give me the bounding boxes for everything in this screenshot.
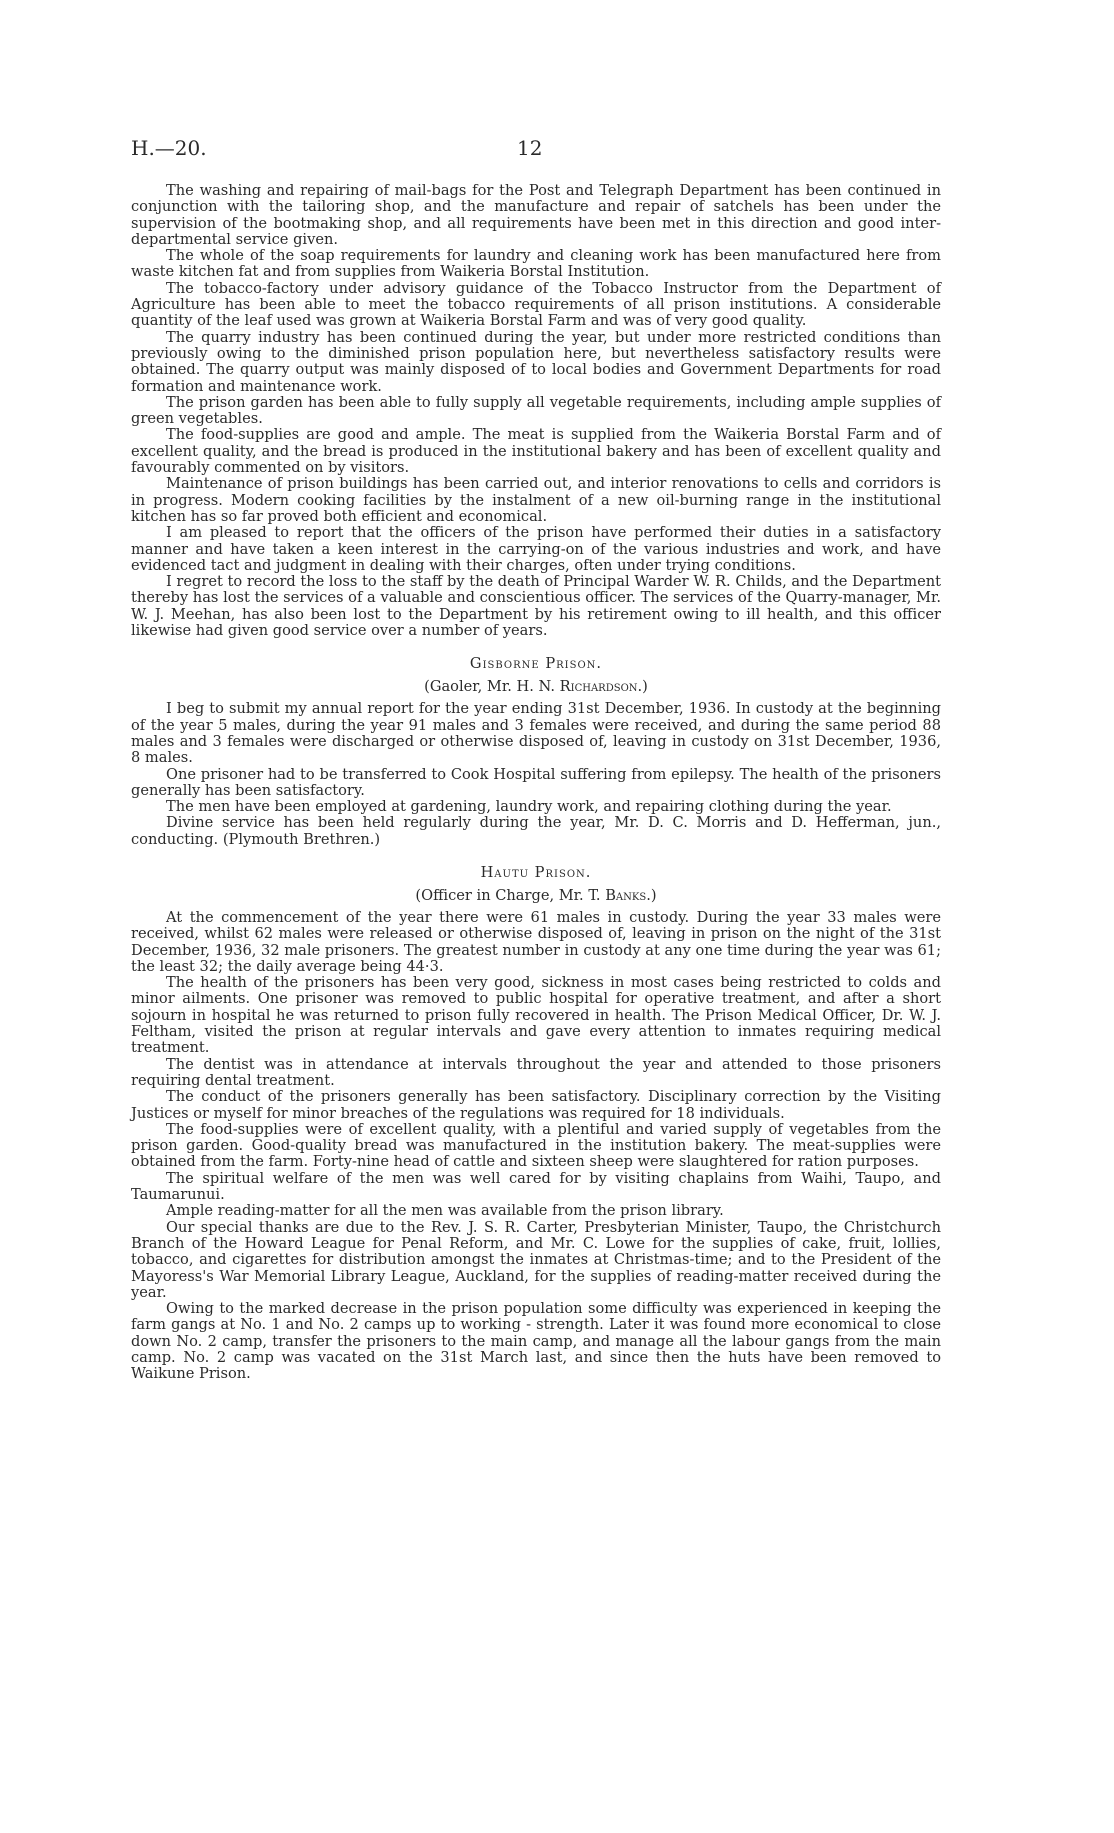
hautu-officer-suffix: .)	[646, 886, 657, 904]
paragraph-tobacco: The tobacco-factory under advisory guidance of the Tobacco Instructor from the Department of Agriculture has been able to meet the tobacco requirements of all prison institutions. A considerable quantity of the leaf used was grown at Waikeria Borstal Farm and was of very good quality.	[131, 279, 941, 330]
hautu-paragraph: Our special thanks are due to the Rev. J. S. R. Carter, Presbyterian Minister, Taupo, the Christchurch Branch of the Howard League for Penal Reform, and Mr. C. Lowe for the supplies of cake, fruit, lollies, tobacco, and cigarettes for distribution amongst the inmates at Christmas-time; and to the President of the Mayoress's War Memorial Library League, Auckland, for the supplies of reading-matter received during the year.	[131, 1218, 941, 1301]
hautu-paragraph: At the commencement of the year there were 61 males in custody. During the year 33 males were received, whilst 62 males were released or otherwise disposed of, leaving in prison on the night of the 31st December, 1936, 32 male prisoners. The greatest number in custody at any one time during the year was 61; the least 32; the daily average being 44·3.	[131, 908, 941, 975]
paragraph-garden: The prison garden has been able to fully supply all vegetable requirements, including ample supplies of green vegetables.	[131, 393, 941, 428]
paragraph-officers: I am pleased to report that the officers of the prison have performed their duties in a satisfactory manner and have taken a keen interest in the carrying-on of the various industries and work, and have evidenced tact and judgment in dealing with their charges, often under trying conditions.	[131, 524, 941, 574]
hautu-paragraph: The dentist was in attendance at intervals throughout the year and attended to those prisoners requiring dental treatment.	[131, 1055, 941, 1089]
section-title-gisborne: Gisborne Prison.	[469, 655, 603, 673]
hautu-officer-prefix: (Officer in Charge, Mr. T.	[415, 886, 606, 904]
hautu-paragraph: The conduct of the prisoners generally has been satisfactory. Disciplinary correction by the Visiting Justices or myself for minor breaches of the regulations was required for 18 individuals.	[131, 1088, 941, 1122]
hautu-officer-line	[131, 887, 941, 904]
hautu-paragraph: Ample reading-matter for all the men was available from the prison library.	[166, 1202, 724, 1220]
report-reference: H.—20.	[131, 136, 207, 160]
page-header	[131, 136, 931, 164]
gisborne-officer-suffix: .)	[637, 678, 648, 696]
gisborne-officer-prefix: (Gaoler, Mr. H. N.	[424, 678, 560, 696]
paragraph-mail-bags: The washing and repairing of mail-bags for the Post and Telegraph Department has been continued in conjunction with the tailoring shop, and the manufacture and repair of satchels has been under the supervision of the bootmaking shop, and all requirements have been met in this direction and good inter-departmental service given.	[131, 182, 941, 248]
paragraph-maintenance: Maintenance of prison buildings has been carried out, and interior renovations to cells and corridors is in progress. Modern cooking facilities by the instalment of a new oil-burning range in the institutional kitchen has so far proved both efficient and economical.	[131, 475, 941, 525]
gisborne-paragraph: The men have been employed at gardening, laundry work, and repairing clothing during the year.	[166, 798, 892, 816]
gisborne-paragraph: I beg to submit my annual report for the year ending 31st December, 1936. In custody at the beginning of the year 5 males, during the year 91 males and 3 females were received, and during the same period 88 males and 3 females were discharged or otherwise disposed of, leaving in custody on 31st December, 1936, 8 males.	[131, 700, 941, 767]
hautu-officer-name: Banks	[605, 886, 647, 904]
gisborne-paragraph: Divine service has been held regularly during the year, Mr. D. C. Morris and D. Hefferman, jun., conducting. (Plymouth Brethren.)	[131, 814, 941, 848]
paragraph-soap: The whole of the soap requirements for laundry and cleaning work has been manufactured here from waste kitchen fat and from supplies from Waikeria Borstal Institution.	[131, 247, 941, 281]
gisborne-officer-line	[131, 678, 941, 695]
gisborne-paragraph: One prisoner had to be transferred to Cook Hospital suffering from epilepsy. The health of the prisoners generally has been satisfactory.	[131, 765, 941, 799]
section-title-hautu: Hautu Prison.	[480, 863, 592, 881]
hautu-paragraph: The spiritual welfare of the men was well cared for by visiting chaplains from Waihi, Taupo, and Taumarunui.	[131, 1169, 941, 1204]
hautu-paragraph: Owing to the marked decrease in the prison population some difficulty was experienced in keeping the farm gangs at No. 1 and No. 2 camps up to working - strength. Later it was found more economical to close down No. 2 camp, transfer the prisoners to the main camp, and manage all the labour gangs from the main camp. No. 2 camp was vacated on the 31st March last, and since then the huts have been removed to Waikune Prison.	[131, 1300, 941, 1383]
paragraph-food-supplies: The food-supplies are good and ample. The meat is supplied from the Waikeria Borstal Farm and of excellent quality, and the bread is produced in the institutional bakery and has been of excellent quality and favourably commented on by visitors.	[131, 426, 941, 477]
report-body	[131, 183, 941, 1383]
paragraph-quarry: The quarry industry has been continued during the year, but under more restricted conditions than previously owing to the diminished prison population here, but nevertheless satisfactory results were obtained. The quarry output was mainly disposed of to local bodies and Government Departments for road formation and maintenance work.	[131, 328, 941, 395]
hautu-paragraph: The food-supplies were of excellent quality, with a plentiful and varied supply of vegetables from the prison garden. Good-quality bread was manufactured in the institution bakery. The meat-supplies were obtained from the farm. Forty-nine head of cattle and sixteen sheep were slaughtered for ration purposes.	[131, 1120, 941, 1171]
paragraph-staff-loss: I regret to record the loss to the staff by the death of Principal Warder W. R. Childs, and the Department thereby has lost the services of a valuable and conscientious officer. The services of the Quarry-manager, Mr. W. J. Meehan, has also been lost to the Department by his retirement owing to ill health, and this officer likewise had given good service over a number of years.	[131, 573, 941, 640]
page-number: 12	[517, 136, 543, 160]
hautu-paragraph: The health of the prisoners has been very good, sickness in most cases being restricted to colds and minor ailments. One prisoner was removed to public hospital for operative treatment, and after a short sojourn in hospital he was returned to prison fully recovered in health. The Prison Medical Officer, Dr. W. J. Feltham, visited the prison at regular intervals and gave every attention to inmates requiring medical treatment.	[131, 974, 941, 1057]
gisborne-officer-name: Richardson	[559, 678, 638, 696]
